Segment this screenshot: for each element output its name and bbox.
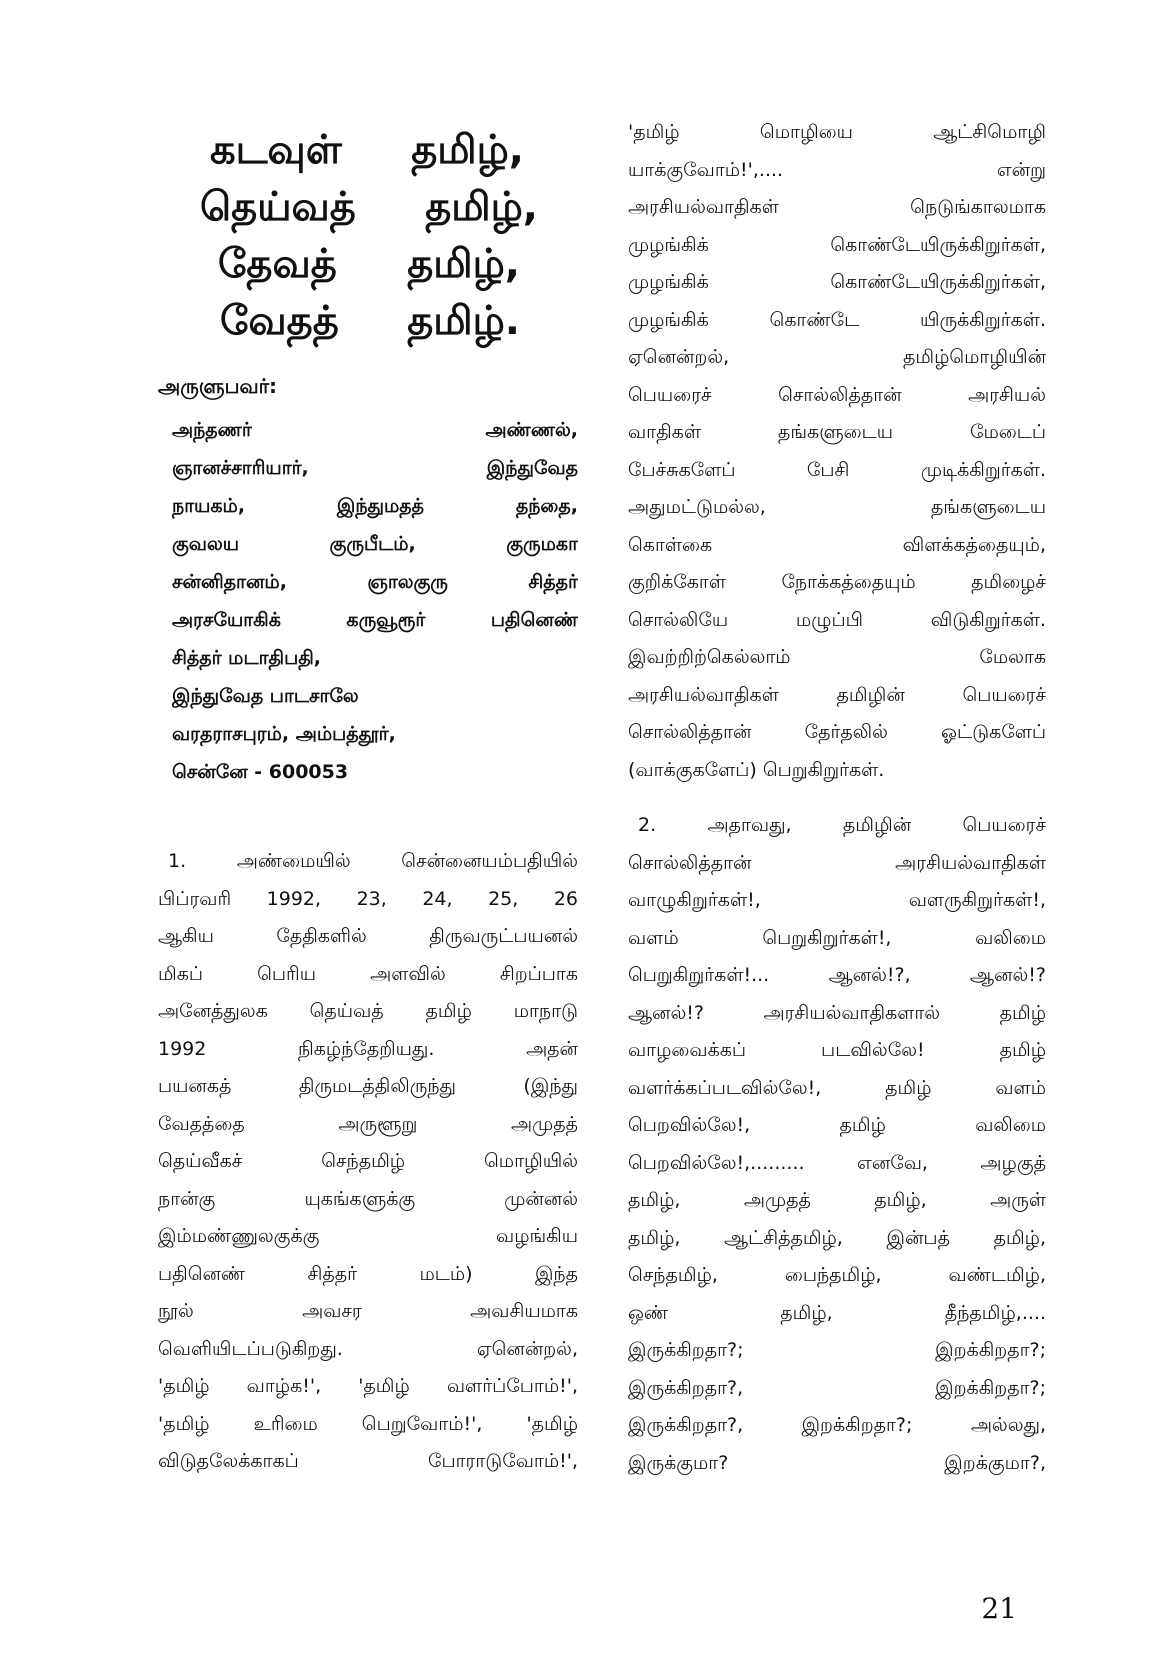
title-line <box>158 293 578 350</box>
text-line: ஆனல்!? அரசியல்வாதிகளால் தமிழ் <box>628 1001 1046 1024</box>
text-line: ஏனென்றல், தமிழ்மொழியின் <box>628 346 1046 368</box>
author-line: குவலய குருபீடம், குருமகா <box>172 533 578 555</box>
text-line: வெளியிடப்படுகிறது. ஏனென்றல், <box>158 1337 578 1360</box>
text-line: மிகப் பெரிய அளவில் சிறப்பாக <box>158 962 578 985</box>
text-line: வாழுகிறுர்கள்!, வளருகிறுர்கள்!, <box>628 889 1046 911</box>
text-line: இருக்குமா? இறக்குமா?, <box>628 1451 1046 1474</box>
text-line: பெயரைச் சொல்லித்தான் அரசியல் <box>628 383 1046 406</box>
author-line: சென்னே - 600053 <box>172 761 349 783</box>
text-line: குறிக்கோள் நோக்கத்தையும் தமிழைச் <box>628 571 1046 593</box>
title-word: தமிழ், <box>425 184 538 230</box>
title-word: தமிழ். <box>407 298 520 344</box>
title-line <box>158 236 578 293</box>
page-number: 21 <box>981 1592 1017 1625</box>
title-word: தமிழ், <box>407 241 520 287</box>
text-line: இருக்கிறதா?, இறக்கிறதா?; <box>628 1376 1046 1399</box>
text-line: அனேத்துலக தெய்வத் தமிழ் மாநாடு <box>158 1000 578 1022</box>
text-line: நான்கு யுகங்களுக்கு முன்னல் <box>158 1187 578 1210</box>
text-line: வளம் பெறுகிறுர்கள்!, வலிமை <box>628 926 1046 949</box>
author-line: சித்தர் மடாதிபதி, <box>172 647 322 669</box>
text-line: ஆகிய தேதிகளில் திருவருட்பயனல் <box>158 925 578 947</box>
text-line: நூல் அவசர அவசியமாக <box>158 1300 578 1322</box>
text-line: தெய்வீகச் செந்தமிழ் மொழியில் <box>158 1150 578 1172</box>
text-line: சொல்லித்தான் அரசியல்வாதிகள் <box>628 851 1046 874</box>
text-line: முழங்கிக் கொண்டேயிருக்கிறுர்கள், <box>628 233 1046 256</box>
text-line: அரசியல்வாதிகள் தமிழின் பெயரைச் <box>628 683 1046 706</box>
text-line: இவற்றிற்கெல்லாம் மேலாக <box>628 646 1046 668</box>
author-line: சன்னிதானம், ஞாலகுரு சித்தர் <box>172 571 578 593</box>
title-word: தமிழ், <box>411 127 524 173</box>
text-line: பெறவில்லே!,......... எனவே, அழகுத் <box>628 1151 1046 1174</box>
text-line: பதினெண் சித்தர் மடம்) இந்த <box>158 1262 578 1285</box>
title-word: தேவத் <box>218 241 337 287</box>
author-line: ஞானச்சாரியார், இந்துவேத <box>172 457 578 479</box>
text-line: முழங்கிக் கொண்டே யிருக்கிறுர்கள். <box>628 308 1046 331</box>
author-line: நாயகம், இந்துமதத் தந்தை, <box>172 495 578 517</box>
title-word: வேதத் <box>220 298 339 344</box>
title-line <box>158 122 578 179</box>
page-title <box>158 122 578 350</box>
text-line: 'தமிழ் வாழ்க!', 'தமிழ் வளர்ப்போம்!', <box>158 1375 578 1397</box>
text-line: அரசியல்வாதிகள் நெடுங்காலமாக <box>628 196 1046 218</box>
text-line: தமிழ், அமுதத் தமிழ், அருள் <box>628 1189 1046 1211</box>
text-line: சொல்லியே மழுப்பி விடுகிறுர்கள். <box>628 608 1046 631</box>
text-line: இம்மண்ணுலகுக்கு வழங்கிய <box>158 1225 578 1247</box>
text-line: 2. அதாவது, தமிழின் பெயரைச் <box>638 814 1046 836</box>
text-line: விடுதலேக்காகப் போராடுவோம்!', <box>158 1450 578 1472</box>
text-line: பயனகத் திருமடத்திலிருந்து (இந்து <box>158 1075 578 1097</box>
text-line: (வாக்குகளேப்) பெறுகிறுர்கள். <box>628 758 885 781</box>
title-word: தெய்வத் <box>200 184 356 230</box>
text-line: பெறுகிறுர்கள்!... ஆனல்!?, ஆனல்!? <box>628 964 1046 986</box>
title-word: கடவுள் <box>210 127 342 173</box>
text-line: பெறவில்லே!, தமிழ் வலிமை <box>628 1114 1046 1136</box>
text-line: யாக்குவோம்!',.... என்று <box>628 158 1046 181</box>
text-line: தமிழ், ஆட்சித்தமிழ், இன்பத் தமிழ், <box>628 1226 1046 1249</box>
text-line: முழங்கிக் கொண்டேயிருக்கிறுர்கள், <box>628 271 1046 293</box>
text-line: செந்தமிழ், பைந்தமிழ், வண்டமிழ், <box>628 1264 1046 1286</box>
author-heading: அருளுபவர்: <box>158 374 278 398</box>
author-line: இந்துவேத பாடசாலே <box>172 685 359 707</box>
text-line: அதுமட்டுமல்ல, தங்களுடைய <box>628 496 1046 518</box>
left-column <box>158 110 578 1481</box>
text-line: வேதத்தை அருளூறு அமுதத் <box>158 1112 578 1135</box>
text-line: வளர்க்கப்படவில்லே!, தமிழ் வளம் <box>628 1076 1046 1099</box>
text-line: பிப்ரவரி 1992, 23, 24, 25, 26 <box>158 887 578 910</box>
text-line: 'தமிழ் மொழியை ஆட்சிமொழி <box>628 121 1046 143</box>
text-line: வாதிகள் தங்களுடைய மேடைப் <box>628 421 1046 443</box>
text-line: பேச்சுகளேப் பேசி முடிக்கிறுர்கள். <box>628 458 1046 481</box>
paragraph-1 <box>158 843 578 1481</box>
text-line: 'தமிழ் உரிமை பெறுவோம்!', 'தமிழ் <box>158 1412 578 1435</box>
title-line <box>158 179 578 236</box>
text-line: இருக்கிறதா?, இறக்கிறதா?; அல்லது, <box>628 1414 1046 1436</box>
author-line: அந்தணர் அண்ணல், <box>172 419 578 441</box>
text-line: 1992 நிகழ்ந்தேறியது. அதன் <box>158 1037 578 1060</box>
paragraph-continued <box>628 114 1046 789</box>
text-line: சொல்லித்தான் தேர்தலில் ஓட்டுகளேப் <box>628 721 1046 743</box>
text-line: கொள்கை விளக்கத்தையும், <box>628 533 1046 556</box>
author-line: வரதராசபுரம், அம்பத்தூர், <box>172 723 396 745</box>
paragraph-2 <box>628 807 1046 1482</box>
author-block <box>158 411 578 791</box>
text-line: இருக்கிறதா?; இறக்கிறதா?; <box>628 1339 1046 1361</box>
text-line: 1. அண்மையில் சென்னையம்பதியில் <box>168 850 578 872</box>
text-line: வாழவைக்கப் படவில்லே! தமிழ் <box>628 1039 1046 1061</box>
right-column <box>628 110 1046 1482</box>
text-line: ஒண் தமிழ், தீந்தமிழ்,.... <box>628 1301 1046 1324</box>
author-line: அரசயோகிக் கருவூரூர் பதினெண் <box>172 609 578 631</box>
